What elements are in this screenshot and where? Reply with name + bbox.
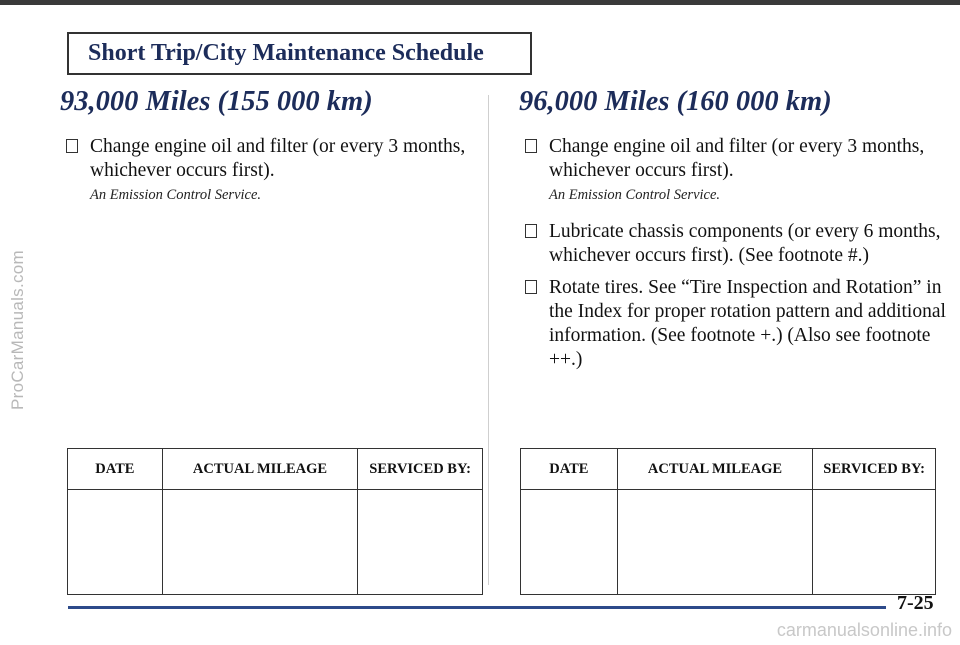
mileage-header: ACTUAL MILEAGE [617,449,812,490]
item-note: An Emission Control Service. [549,187,721,203]
checklist-item [519,220,949,268]
checkbox-icon [66,139,78,153]
item-text: Rotate tires. See “Tire Inspection and Rotation” in the Index for proper rotation pattern and additional information. (See footnote +.) (Also see footnote ++.) [549,277,946,370]
serviced-by-cell[interactable] [813,490,936,595]
table-row [68,490,483,595]
serviced-by-header: SERVICED BY: [358,449,483,490]
column-divider [488,95,489,585]
date-header: DATE [521,449,618,490]
item-text: Change engine oil and filter (or every 3 months, whichever occurs first). [90,136,466,181]
mileage-header: ACTUAL MILEAGE [162,449,357,490]
schedule-title: Short Trip/City Maintenance Schedule [67,32,532,75]
checkbox-icon [525,280,537,294]
checkbox-icon [525,139,537,153]
checklist-item [519,135,949,183]
table-row [521,490,936,595]
mileage-cell[interactable] [162,490,357,595]
bottom-watermark: carmanualsonline.info [776,620,952,640]
right-service-table [520,448,936,595]
footer-rule [68,606,886,609]
table-header-row [521,449,936,490]
serviced-by-cell[interactable] [358,490,483,595]
top-rule [0,0,960,5]
page-number: 7-25 [897,592,934,614]
item-note: An Emission Control Service. [90,187,262,203]
side-watermark: ProCarManuals.com [8,249,27,411]
right-mileage-heading: 96,000 Miles (160 000 km) [519,86,832,117]
left-service-table [67,448,483,595]
date-cell[interactable] [521,490,618,595]
right-column [519,85,949,372]
serviced-by-header: SERVICED BY: [813,449,936,490]
left-mileage-heading: 93,000 Miles (155 000 km) [60,86,373,117]
table-header-row [68,449,483,490]
left-column [60,85,490,204]
date-header: DATE [68,449,163,490]
item-text: Lubricate chassis components (or every 6 months, whichever occurs first). (See footnote #.) [549,221,941,266]
checklist-item [60,135,490,183]
item-text: Change engine oil and filter (or every 3 months, whichever occurs first). [549,136,925,181]
checkbox-icon [525,224,537,238]
date-cell[interactable] [68,490,163,595]
mileage-cell[interactable] [617,490,812,595]
checklist-item [519,276,949,372]
